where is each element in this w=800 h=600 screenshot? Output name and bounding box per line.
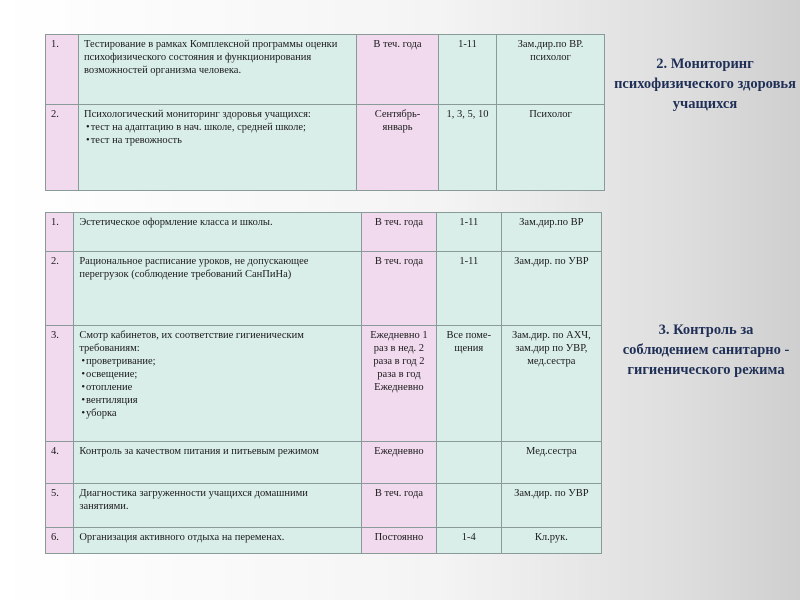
classes-cell: 1-11: [436, 252, 501, 326]
when-cell: В теч. года: [361, 213, 436, 252]
classes-cell: [436, 484, 501, 528]
row-number: 1.: [46, 213, 74, 252]
row-number: 1.: [46, 35, 79, 105]
activity-cell: [74, 442, 362, 484]
list-item: • уборка: [81, 407, 356, 420]
table-row: [46, 442, 602, 484]
when-cell: Постоянно: [361, 528, 436, 554]
responsible-cell: Зам.дир. по УВР: [501, 252, 601, 326]
row-number: 2.: [46, 105, 79, 191]
classes-cell: 1-11: [436, 213, 501, 252]
when-cell: Ежедневно: [361, 442, 436, 484]
activity-text: Тестирование в рамках Комплексной программы оценки психофизического состояния и функционирования возможностей организма человека.: [84, 39, 338, 76]
when-cell: В теч. года: [357, 35, 439, 105]
activity-list: [84, 121, 351, 147]
row-number: 4.: [46, 442, 74, 484]
section-title-sanitary-control: 3. Контроль за соблюдением санитарно - гигиенического режима: [622, 322, 790, 378]
list-item: • освещение;: [81, 368, 356, 381]
activity-list: [79, 355, 356, 420]
row-number: 2.: [46, 252, 74, 326]
when-cell: Сентябрь-январь: [357, 105, 439, 191]
responsible-cell: Зам.дир.по ВР: [501, 213, 601, 252]
activity-text: Эстетическое оформление класса и школы.: [79, 217, 273, 228]
classes-cell: 1-11: [439, 35, 497, 105]
activity-cell: [79, 105, 357, 191]
activity-text: Контроль за качеством питания и питьевым режимом: [79, 446, 319, 457]
activity-cell: [74, 213, 362, 252]
activity-text: Рациональное расписание уроков, не допускающее перегрузок (соблюдение требований СанПиНа): [79, 256, 309, 280]
table-row: [46, 105, 605, 191]
activity-cell: [79, 35, 357, 105]
list-item: • проветривание;: [81, 355, 356, 368]
when-cell: В теч. года: [361, 484, 436, 528]
activity-cell: [74, 484, 362, 528]
when-cell: В теч. года: [361, 252, 436, 326]
row-number: 5.: [46, 484, 74, 528]
sanitary-control-table: [45, 212, 602, 554]
classes-cell: 1, 3, 5, 10: [439, 105, 497, 191]
section-title-monitoring: 2. Мониторинг психофизического здоровья учащихся: [614, 56, 796, 112]
activity-text: Смотр кабинетов, их соответствие гигиеническим требованиям:: [79, 330, 304, 354]
activity-cell: [74, 528, 362, 554]
table-row: [46, 528, 602, 554]
responsible-cell: Психолог: [497, 105, 605, 191]
when-cell: Ежедневно 1 раз в нед. 2 раза в год 2 раза в год Ежедневно: [361, 326, 436, 442]
table-row: [46, 484, 602, 528]
table-row: [46, 252, 602, 326]
responsible-cell: Зам.дир.по ВР. психолог: [497, 35, 605, 105]
table-row: [46, 35, 605, 105]
classes-cell: [436, 442, 501, 484]
responsible-cell: Мед.сестра: [501, 442, 601, 484]
responsible-cell: Кл.рук.: [501, 528, 601, 554]
activity-text: Диагностика загруженности учащихся домашними занятиями.: [79, 488, 308, 512]
table-row: [46, 326, 602, 442]
activity-cell: [74, 252, 362, 326]
table-row: [46, 213, 602, 252]
list-item: • тест на тревожность: [86, 134, 351, 147]
activity-text: Организация активного отдыха на переменах.: [79, 532, 285, 543]
monitoring-table: [45, 34, 605, 191]
activity-cell: [74, 326, 362, 442]
classes-cell: 1-4: [436, 528, 501, 554]
activity-text: Психологический мониторинг здоровья учащихся:: [84, 109, 311, 120]
classes-cell: Все поме-щения: [436, 326, 501, 442]
list-item: • вентиляция: [81, 394, 356, 407]
row-number: 6.: [46, 528, 74, 554]
list-item: • тест на адаптацию в нач. школе, средней школе;: [86, 121, 351, 134]
responsible-cell: Зам.дир. по УВР: [501, 484, 601, 528]
row-number: 3.: [46, 326, 74, 442]
list-item: • отопление: [81, 381, 356, 394]
responsible-cell: Зам.дир. по АХЧ, зам.дир по УВР, мед.сестра: [501, 326, 601, 442]
